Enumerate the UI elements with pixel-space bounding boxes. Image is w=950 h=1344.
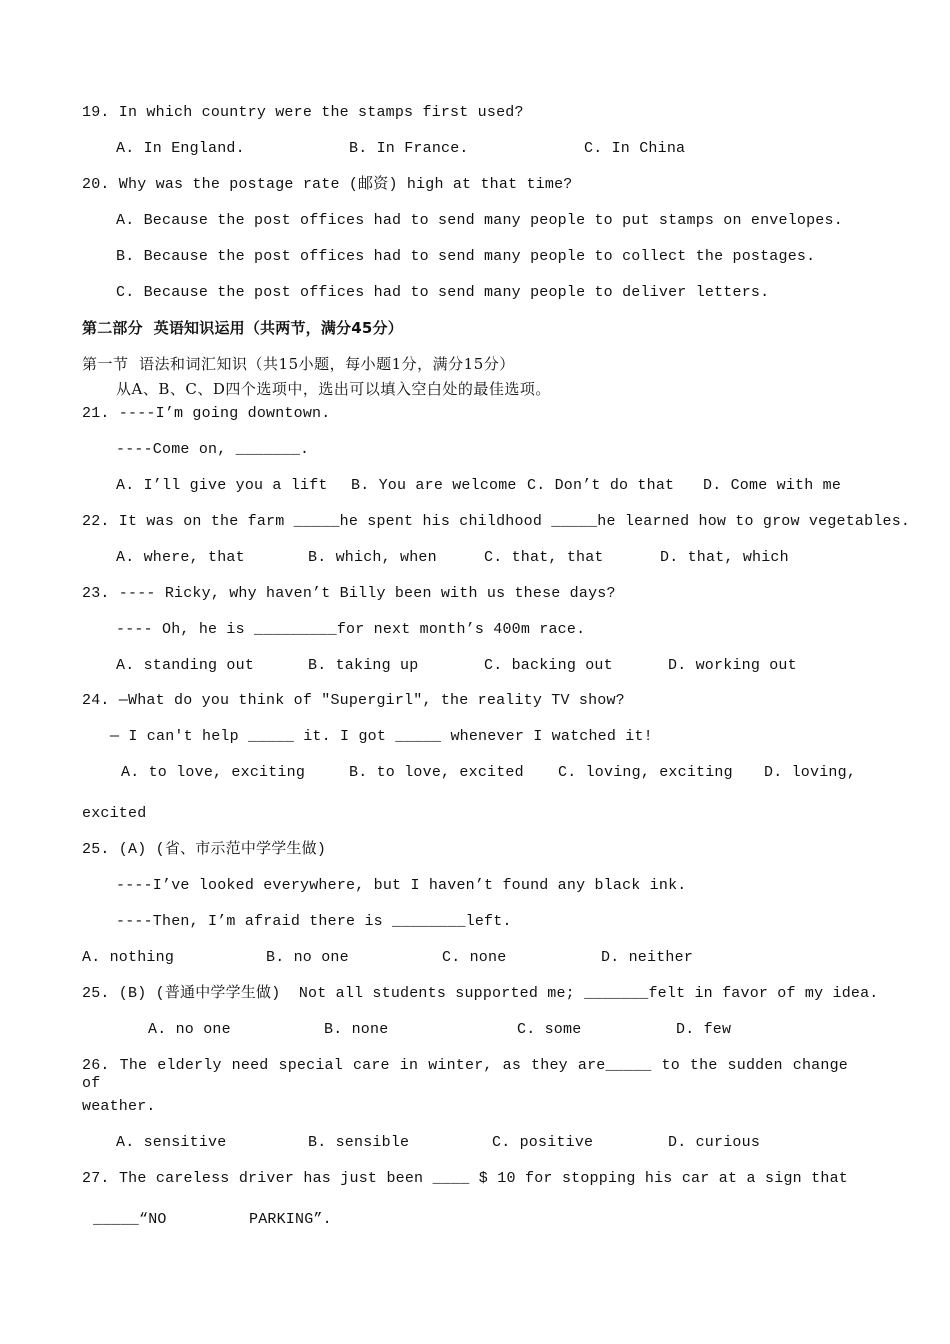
question-20: 20. Why was the postage rate (邮资) high at that time? xyxy=(82,176,573,193)
part-2-heading: 第二部分 英语知识运用（共两节，满分45分） xyxy=(82,319,403,337)
q20-option-b: B. Because the post offices had to send many people to collect the postages. xyxy=(116,248,816,265)
q25a-option-d: D. neither xyxy=(601,949,694,966)
question-25b: 25. (B) (普通中学学生做) Not all students supported me; _______felt in favor of my idea. xyxy=(82,985,879,1002)
q26-option-c: C. positive xyxy=(492,1134,594,1151)
q26-line-2: weather. xyxy=(82,1098,156,1115)
q26-option-a: A. sensitive xyxy=(116,1134,227,1151)
q19-option-a: A. In England. xyxy=(116,140,245,157)
question-25a: 25. (A) (省、市示范中学学生做) xyxy=(82,841,327,858)
q21-option-b: B. You are welcome xyxy=(351,477,517,494)
question-19: 19. In which country were the stamps first used? xyxy=(82,104,524,121)
q24-option-d: D. loving, xyxy=(764,764,857,781)
q26-option-d: D. curious xyxy=(668,1134,761,1151)
q21-option-c: C. Don’t do that xyxy=(527,477,675,494)
q25a-line-3: ----Then, I’m afraid there is ________left. xyxy=(116,913,512,930)
q21-option-a: A. I’ll give you a lift xyxy=(116,477,328,494)
q26-option-b: B. sensible xyxy=(308,1134,410,1151)
q22-option-d: D. that, which xyxy=(660,549,789,566)
q25a-option-b: B. no one xyxy=(266,949,349,966)
q25b-option-c: C. some xyxy=(517,1021,582,1038)
q20-option-a: A. Because the post offices had to send many people to put stamps on envelopes. xyxy=(116,212,843,229)
q27-line-2-blank: _____“NO xyxy=(93,1211,167,1228)
q23-option-d: D. working out xyxy=(668,657,797,674)
question-26: 26. The elderly need special care in winter, as they are_____ to the sudden change of xyxy=(82,1057,848,1092)
q23-line-2: ---- Oh, he is _________for next month’s 400m race. xyxy=(116,621,586,638)
q25b-option-d: D. few xyxy=(676,1021,732,1038)
section-1-heading: 第一节 语法和词汇知识（共15小题，每小题1分，满分15分） xyxy=(82,355,515,373)
q24-option-d-continued: excited xyxy=(82,805,147,822)
q21-option-d: D. Come with me xyxy=(703,477,842,494)
q25b-option-b: B. none xyxy=(324,1021,389,1038)
section-instruction: 从A、B、C、D四个选项中，选出可以填入空白处的最佳选项。 xyxy=(116,380,551,398)
question-21: 21. ----I’m going downtown. xyxy=(82,405,331,422)
q22-option-b: B. which, when xyxy=(308,549,437,566)
q22-option-c: C. that, that xyxy=(484,549,604,566)
q24-option-c: C. loving, exciting xyxy=(558,764,733,781)
q23-option-c: C. backing out xyxy=(484,657,613,674)
question-27: 27. The careless driver has just been ____ $ 10 for stopping his car at a sign that xyxy=(82,1170,848,1187)
q24-line-2: — I can't help _____ it. I got _____ whenever I watched it! xyxy=(110,728,653,745)
question-24: 24. —What do you think of "Supergirl", the reality TV show? xyxy=(82,692,625,709)
q27-line-2-rest: PARKING”. xyxy=(249,1211,332,1228)
q20-option-c: C. Because the post offices had to send many people to deliver letters. xyxy=(116,284,770,301)
q19-option-c: C. In China xyxy=(584,140,686,157)
q25a-line-2: ----I’ve looked everywhere, but I haven’t found any black ink. xyxy=(116,877,687,894)
q24-option-b: B. to love, excited xyxy=(349,764,524,781)
q25b-option-a: A. no one xyxy=(148,1021,231,1038)
q25a-option-a: A. nothing xyxy=(82,949,175,966)
q19-option-b: B. In France. xyxy=(349,140,469,157)
q21-line-2: ----Come on, _______. xyxy=(116,441,310,458)
q22-option-a: A. where, that xyxy=(116,549,245,566)
question-22: 22. It was on the farm _____he spent his childhood _____he learned how to grow vegetables. xyxy=(82,513,911,530)
question-23: 23. ---- Ricky, why haven’t Billy been with us these days? xyxy=(82,585,616,602)
q23-option-b: B. taking up xyxy=(308,657,419,674)
q23-option-a: A. standing out xyxy=(116,657,255,674)
q25a-option-c: C. none xyxy=(442,949,507,966)
q24-option-a: A. to love, exciting xyxy=(121,764,306,781)
